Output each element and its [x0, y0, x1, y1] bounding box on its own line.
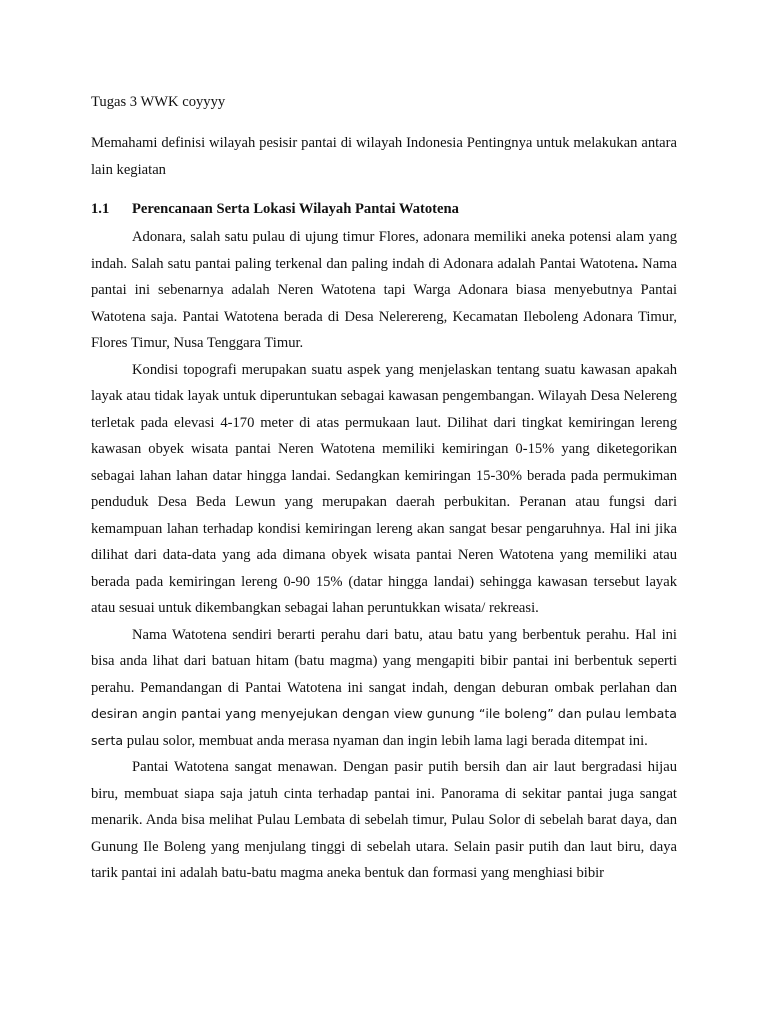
section-heading	[91, 197, 677, 221]
paragraph-nama-text-3: pulau solor, membuat anda merasa nyaman dan ingin lebih lama lagi berada ditempat ini.	[123, 732, 648, 749]
section-title: Perencanaan Serta Lokasi Wilayah Pantai Watotena	[132, 201, 459, 217]
paragraph-topografi: Kondisi topografi merupakan suatu aspek yang menjelaskan tentang suatu kawasan apakah layak atau tidak layak untuk diperuntukan sebagai kawasan pengembangan. Wilayah Desa Nelereng terletak pada elevasi 4-170 meter di atas permukaan laut. Dilihat dari tingkat kemiringan lereng kawasan obyek wisata pantai Neren Watotena memiliki kemiringan 0-15% yang diketegorikan sebagai lahan lahan datar hingga landai. Sedangkan kemiringan 15-30% berada pada permukiman penduduk Desa Beda Lewun yang merupakan daerah perbukitan. Peranan atau fungsi dari kemampuan lahan terhadap kondisi kemiringan lereng akan sangat besar pengaruhnya. Hal ini jika dilihat dari data-data yang ada dimana obyek wisata pantai Neren Watotena yang memiliki atau berada pada kemiringan lereng 0-90 15% (datar hingga landai) sehingga kawasan tersebut layak atau sesuai untuk dikembangkan sebagai lahan peruntukkan wisata/ rekreasi.	[91, 361, 677, 616]
document-title: Tugas 3 WWK coyyyy	[91, 94, 226, 110]
document-body	[91, 92, 677, 887]
paragraph-adonara	[91, 224, 677, 357]
paragraph-adonara-bold-dot: .	[634, 255, 639, 272]
paragraph-nama-text-1: Nama Watotena sendiri berarti perahu dari batu, atau batu yang berbentuk perahu. Hal ini bisa anda lihat dari batuan hitam (batu magma) yang mengapiti bibir pantai ini berbentuk seperti perahu. Pemandangan di Pantai Watotena ini sangat indah, dengan deburan ombak perlahan dan	[91, 626, 677, 696]
paragraph-adonara-text-2: Nama pantai ini sebenarnya adalah Neren Watotena tapi Warga Adonara biasa menyebutnya Pantai Watotena saja. Pantai Watotena berada di Desa Nelerereng, Kecamatan Ileboleng Adonara Timur, Flores Timur, Nusa Tenggara Timur.	[91, 255, 677, 351]
paragraph-nama-watotena	[91, 622, 677, 755]
section-number: 1.1	[91, 201, 110, 217]
paragraph-adonara-text-1: Adonara, salah satu pulau di ujung timur Flores, adonara memiliki aneka potensi alam yang indah. Salah satu pantai paling terkenal dan paling indah di Adonara adalah Pantai Watotena	[91, 229, 677, 272]
intro-paragraph: Memahami definisi wilayah pesisir pantai di wilayah Indonesia Pentingnya untuk melakukan antara lain kegiatan	[91, 135, 677, 178]
paragraph-menawan: Pantai Watotena sangat menawan. Dengan pasir putih bersih dan air laut bergradasi hijau biru, membuat siapa saja jatuh cinta terhadap pantai ini. Panorama di sekitar pantai juga sangat menarik. Anda bisa melihat Pulau Lembata di sebelah timur, Pulau Solor di sebelah barat daya, dan Gunung Ile Boleng yang menjulang tinggi di sebelah utara. Selain pasir putih dan laut biru, daya tarik pantai ini adalah batu-batu magma aneka bentuk dan formasi yang menghiasi bibir	[91, 759, 677, 881]
paragraph-nama-text-2: desiran angin pantai yang menyejukan dengan view gunung “ile boleng” dan pulau lembata serta	[91, 706, 677, 748]
